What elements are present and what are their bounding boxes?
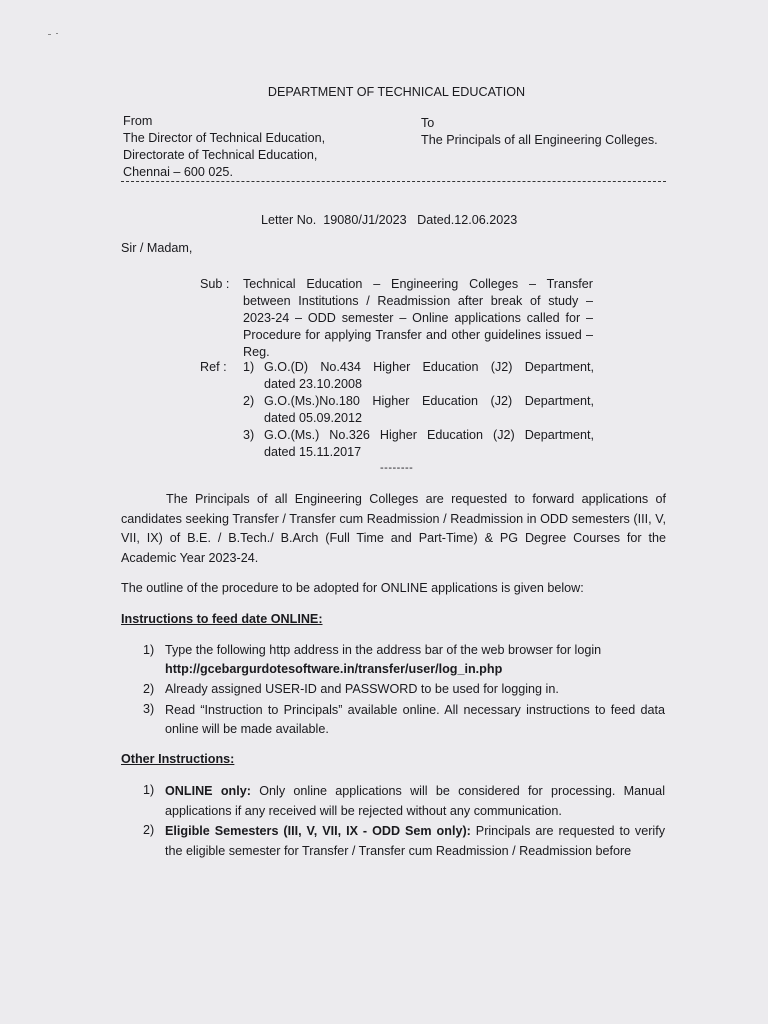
other-instructions-heading: Other Instructions: (121, 752, 235, 766)
list-item-text: Read “Instruction to Principals” available online. All necessary instructions to feed data online will be made available. (165, 703, 665, 736)
subject-label: Sub : (200, 277, 230, 291)
reference-number: 2) (243, 394, 255, 408)
from-block (123, 113, 403, 181)
list-item-text: Type the following http address in the address bar of the web browser for login (165, 643, 602, 657)
letter-reference: Letter No. 19080/J1/2023 Dated.12.06.2023 (261, 213, 518, 227)
from-line: Directorate of Technical Education, (123, 148, 318, 162)
salutation: Sir / Madam, (121, 241, 193, 255)
from-line: Chennai – 600 025. (123, 165, 233, 179)
procedure-paragraph: The outline of the procedure to be adopted for ONLINE applications is given below: (121, 581, 584, 595)
online-instructions-heading: Instructions to feed date ONLINE: (121, 612, 323, 626)
item-body: Principals are requested to verify the eligible semester for Transfer / Transfer cum Readmission / Readmission before (165, 824, 665, 858)
reference-date: dated 05.09.2012 (264, 411, 363, 425)
intro-paragraph: The Principals of all Engineering Colleges are requested to forward applications of candidates seeking Transfer / Transfer cum Readmission / Readmission in ODD semesters (III, V, VII, IX) of B.E. / B.Tech./ B.Arch (Full Time and Part-Time) & PG Degree Courses for the Academic Year 2023-24. (121, 492, 666, 565)
list-number: 2) (143, 682, 155, 696)
from-label: From (123, 114, 153, 128)
item-bold-lead: ONLINE only: (165, 784, 251, 798)
list-item-text: Already assigned USER-ID and PASSWORD to be used for logging in. (165, 682, 559, 696)
to-label: To (421, 116, 435, 130)
item-bold-lead: Eligible Semesters (III, V, VII, IX - ODD Sem only): (165, 824, 471, 838)
reference-line: G.O.(D) No.434 Higher Education (J2) Department, (264, 360, 594, 374)
list-number: 2) (143, 823, 155, 837)
reference-line: G.O.(Ms.)No.180 Higher Education (J2) Department, (264, 394, 594, 408)
reference-separator: -------- (380, 462, 414, 474)
dashed-divider (121, 181, 666, 182)
list-number: 1) (143, 643, 155, 657)
to-line: The Principals of all Engineering Colleges. (421, 133, 658, 147)
item-body: Only online applications will be considered for processing. Manual applications if any received will be rejected without any communication. (165, 784, 665, 818)
reference-date: dated 15.11.2017 (264, 445, 362, 459)
department-heading: DEPARTMENT OF TECHNICAL EDUCATION (267, 85, 526, 99)
to-block (421, 115, 681, 149)
references-label: Ref : (200, 360, 227, 374)
reference-number: 1) (243, 360, 255, 374)
list-item-text (165, 782, 665, 821)
list-number: 3) (143, 702, 155, 716)
reference-date: dated 23.10.2008 (264, 377, 363, 391)
login-url-link[interactable]: http://gcebargurdotesoftware.in/transfer/user/log_in.php (165, 662, 503, 676)
subject-text: Technical Education – Engineering Colleges – Transfer between Institutions / Readmission after break of study – 2023-24 – ODD semester – Online applications called for – Procedure for applying Transfer and other guidelines issued – Reg. (243, 277, 593, 359)
reference-number: 3) (243, 428, 255, 442)
reference-line: G.O.(Ms.) No.326 Higher Education (J2) Department, (264, 428, 594, 442)
list-item-text (165, 822, 665, 861)
scan-speck (56, 33, 58, 34)
list-number: 1) (143, 783, 155, 797)
scan-speck (48, 34, 51, 35)
from-line: The Director of Technical Education, (123, 131, 326, 145)
